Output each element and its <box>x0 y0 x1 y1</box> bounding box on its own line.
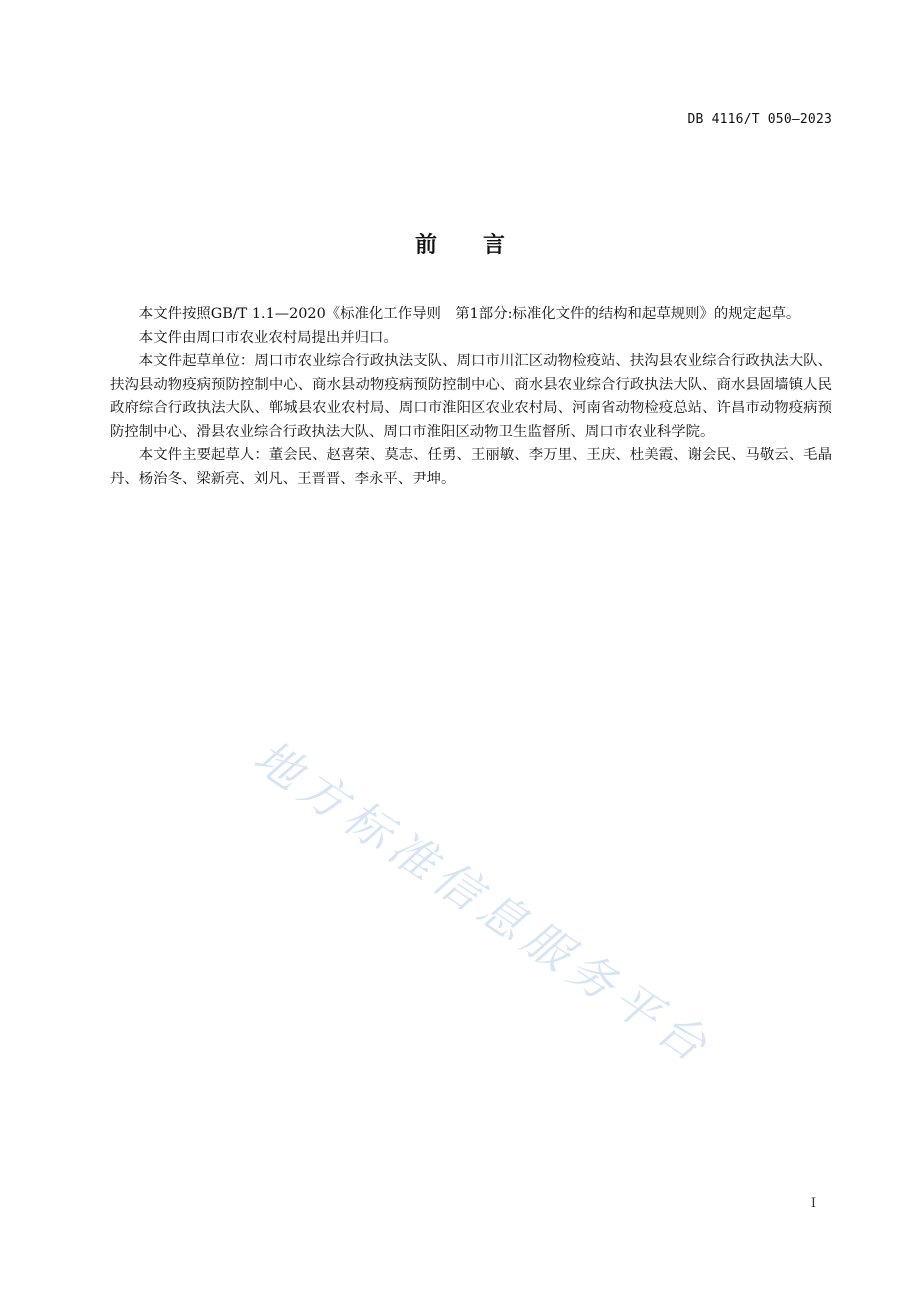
paragraph-drafting-basis: 本文件按照GB/T 1.1—2020《标准化工作导则 第1部分:标准化文件的结构和起草规则》的规定起草。 <box>138 306 801 322</box>
foreword-body <box>110 303 832 491</box>
document-code: DB 4116/T 050—2023 <box>687 112 832 127</box>
watermark: 地方标准信息服务平台 <box>244 729 723 1076</box>
page-title: 前言 <box>414 233 551 258</box>
paragraph-drafters: 本文件主要起草人：董会民、赵喜荣、莫志、任勇、王丽敏、李万里、王庆、杜美霞、谢会民、马敬云、毛晶丹、杨治冬、梁新亮、刘凡、王晋晋、李永平、尹坤。 <box>110 447 832 487</box>
paragraph-proposer: 本文件由周口市农业农村局提出并归口。 <box>138 329 398 346</box>
paragraph-drafting-units: 本文件起草单位：周口市农业综合行政执法支队、周口市川汇区动物检疫站、扶沟县农业综合行政执法大队、扶沟县动物疫病预防控制中心、商水县动物疫病预防控制中心、商水县农业综合行政执法大队、商水县固墙镇人民政府综合行政执法大队、郸城县农业农村局、周口市淮阳区农业农村局、河南省动物检疫总站、许昌市动物疫病预防控制中心、滑县农业综合行政执法大队、周口市淮阳区动物卫生监督所、周口市农业科学院。 <box>110 353 832 440</box>
page-number: I <box>810 1196 816 1211</box>
